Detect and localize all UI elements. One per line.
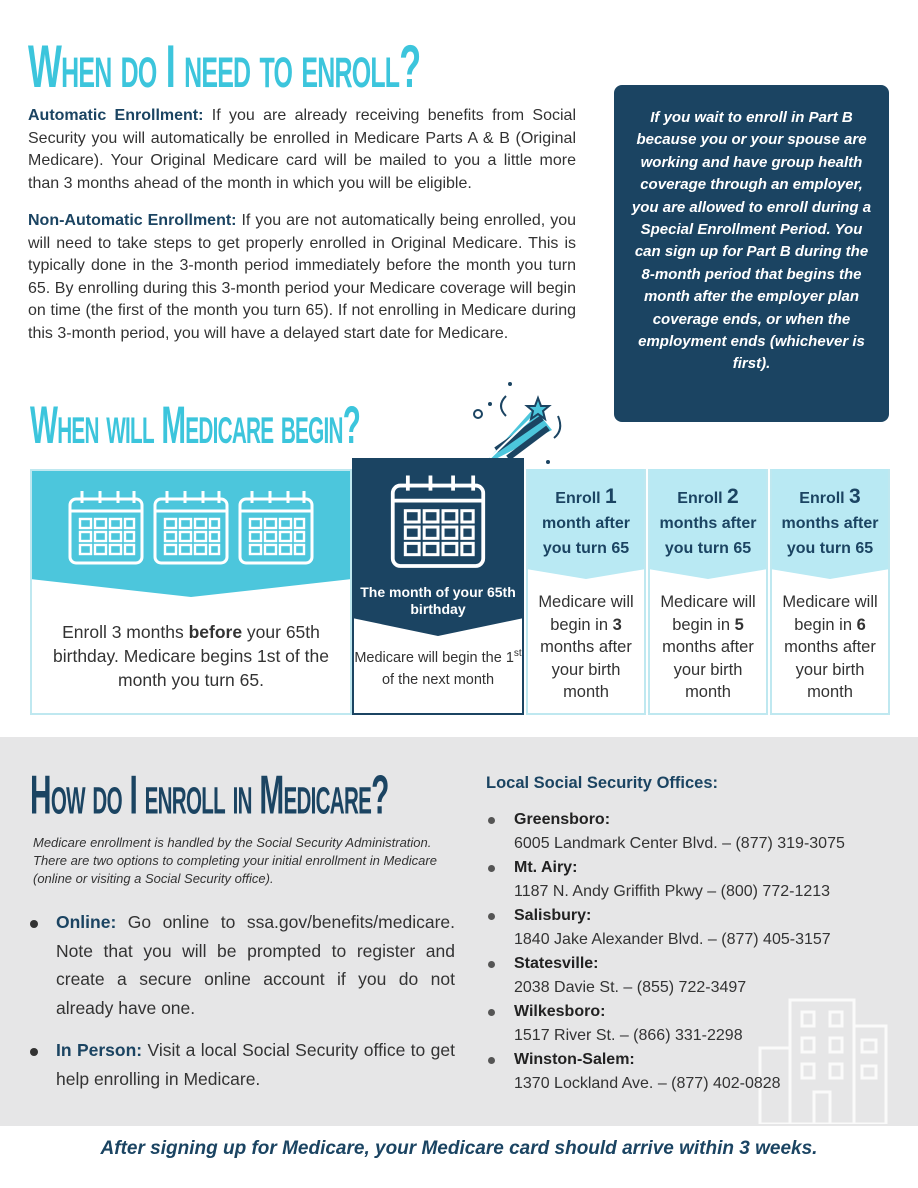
calendar-icon xyxy=(238,489,314,567)
birth-month-label xyxy=(352,584,524,618)
before-birthday-text xyxy=(30,620,352,692)
bullet-icon xyxy=(488,1009,495,1016)
offices-title: Local Social Security Offices: xyxy=(486,774,718,792)
office-city: Salisbury: xyxy=(514,907,592,924)
office-address: 1187 N. Andy Griffith Pkwy – (800) 772-1213 xyxy=(514,883,831,900)
calendar-icon xyxy=(68,489,144,567)
non-automatic-enrollment-paragraph xyxy=(28,210,576,345)
col2-body-post: months after your birth month xyxy=(662,638,754,701)
enrollment-intro xyxy=(33,834,463,888)
office-item xyxy=(486,1000,906,1048)
option-online xyxy=(30,908,455,1022)
enroll-2-months-text xyxy=(648,591,768,704)
office-item xyxy=(486,952,906,1000)
before-text-bold: before xyxy=(188,622,243,642)
office-address: 1840 Jake Alexander Blvd. – (877) 405-3157 xyxy=(514,931,831,948)
option-in-person-label: In Person: xyxy=(56,1040,143,1060)
col3-head-num: 3 xyxy=(849,485,861,508)
enroll-heading: When do I need to enroll? xyxy=(28,31,421,100)
option-in-person-text: Visit a local Social Security office to get help enrolling in Medicare. xyxy=(56,1040,455,1089)
office-city: Mt. Airy: xyxy=(514,859,578,876)
col3-head-post: months after you turn 65 xyxy=(781,515,879,557)
birth-text-sup: st xyxy=(513,648,522,659)
col3-body-post: months after your birth month xyxy=(784,638,876,701)
col1-body-num: 3 xyxy=(612,615,622,634)
col3-body-num: 6 xyxy=(856,615,866,634)
birth-text-pre: Medicare will begin the 1 xyxy=(354,649,514,666)
col2-head-num: 2 xyxy=(727,485,739,508)
option-online-label: Online: xyxy=(56,912,117,932)
office-address: 2038 Davie St. – (855) 722-3497 xyxy=(514,979,747,996)
col2-head-pre: Enroll xyxy=(677,490,728,507)
enroll-2-months-heading xyxy=(648,484,768,561)
col3-body-pre: Medicare will begin in xyxy=(782,593,878,634)
col3-head-pre: Enroll xyxy=(799,490,850,507)
enroll-3-months-heading xyxy=(770,484,890,561)
col2-body-num: 5 xyxy=(734,615,744,634)
enrollment-options-list xyxy=(30,908,455,1093)
office-address: 1517 River St. – (866) 331-2298 xyxy=(514,1027,743,1044)
office-address: 1370 Lockland Ave. – (877) 402-0828 xyxy=(514,1075,781,1092)
office-address: 6005 Landmark Center Blvd. – (877) 319-3075 xyxy=(514,835,845,852)
col1-head-num: 1 xyxy=(605,485,617,508)
enroll-1-month-heading xyxy=(526,484,646,561)
bullet-icon xyxy=(488,817,495,824)
enroll-3-months-text xyxy=(770,591,890,704)
col1-head-pre: Enroll xyxy=(555,490,606,507)
option-in-person xyxy=(30,1036,455,1093)
calendar-icon xyxy=(390,473,486,571)
automatic-enrollment-text: If you are already receiving benefits from Social Security you will automatically be enrolled in Medicare Parts A & B (Original Medicare). Your Original Medicare card will be mailed to you a little more than 3 months ahead of the month in which you will be eligible. xyxy=(28,107,577,192)
special-enrollment-callout xyxy=(614,85,889,422)
office-item xyxy=(486,1048,906,1096)
col1-body-pre: Medicare will begin in xyxy=(538,593,634,634)
automatic-enrollment-paragraph xyxy=(28,105,576,195)
non-automatic-enrollment-label: Non-Automatic Enrollment: xyxy=(28,212,237,229)
col2-head-post: months after you turn 65 xyxy=(659,515,757,557)
bullet-icon xyxy=(488,961,495,968)
office-city: Statesville: xyxy=(514,955,599,972)
bullet-icon xyxy=(30,920,38,928)
bullet-icon xyxy=(488,865,495,872)
col1-head-post: month after you turn 65 xyxy=(542,515,630,557)
bullet-icon xyxy=(30,1048,38,1056)
office-item xyxy=(486,808,906,856)
enrollment-intro-text: Medicare enrollment is handled by the Social Security Administration. There are two options to completing your initial enrollment in Medicare (online or visiting a Social Security office). xyxy=(33,835,437,886)
before-text-post: your 65th birthday. Medicare begins 1st of the month you turn 65. xyxy=(53,622,329,690)
offices-list xyxy=(486,808,906,1096)
before-text-pre: Enroll 3 months xyxy=(62,622,189,642)
bullet-icon xyxy=(488,913,495,920)
enroll-1-month-text xyxy=(526,591,646,704)
bullet-icon xyxy=(488,1057,495,1064)
non-automatic-enrollment-text: If you are not automatically being enrolled, you will need to take steps to get properly enrolled in Original Medicare. This is typically done in the 3-month period immediately before the month you turn 65. By enrolling during this 3-month period your Medicare coverage will begin on time (the first of the month you turn 65). If not enrolling in Medicare during this 3-month period, you will have a delayed start date for Medicare. xyxy=(28,212,576,342)
col1-body-post: months after your birth month xyxy=(540,638,632,701)
office-item xyxy=(486,904,906,952)
callout-text: If you wait to enroll in Part B because you or your spouse are working and have group health coverage through an employer, you are allowed to enroll during a Special Enrollment Period. You can sign up for Part B during the 8-month period that begins the month after the employer plan coverage ends, or when the employment ends (whichever is first). xyxy=(631,109,872,373)
birth-month-label-text: The month of your 65th birthday xyxy=(360,584,516,617)
medicare-begin-heading: When will Medicare begin? xyxy=(30,397,361,456)
col2-body-pre: Medicare will begin in xyxy=(660,593,756,634)
birth-month-text xyxy=(352,643,524,691)
option-online-text: Go online to ssa.gov/benefits/medicare. Note that you will be prompted to register and create a secure online account if you do not already have one. xyxy=(56,912,455,1018)
office-item xyxy=(486,856,906,904)
how-to-enroll-heading: How do I enroll in Medicare? xyxy=(30,764,389,826)
office-city: Greensboro: xyxy=(514,811,611,828)
automatic-enrollment-label: Automatic Enrollment: xyxy=(28,107,204,124)
calendar-icon xyxy=(153,489,229,567)
birth-text-post: of the next month xyxy=(381,671,495,688)
card-arrival-note: After signing up for Medicare, your Medicare card should arrive within 3 weeks. xyxy=(100,1138,818,1159)
office-city: Wilkesboro: xyxy=(514,1003,606,1020)
office-city: Winston-Salem: xyxy=(514,1051,635,1068)
